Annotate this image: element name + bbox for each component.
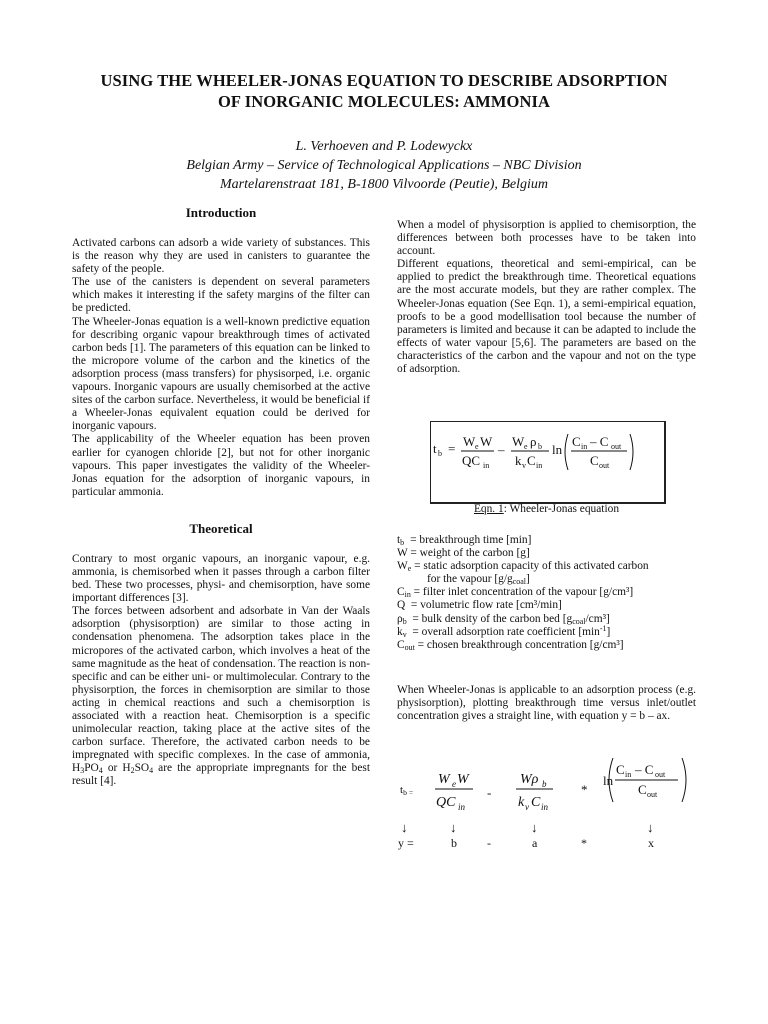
definition: = filter inlet concentration of the vapour [g/cm³]	[410, 586, 634, 599]
symbol: ρ	[397, 612, 403, 625]
svg-text:in: in	[581, 442, 588, 451]
svg-text:e: e	[475, 442, 479, 451]
bracket: ]	[606, 625, 611, 638]
svg-text:– C: – C	[635, 762, 654, 777]
svg-text:– C: – C	[590, 434, 609, 449]
svg-text:e: e	[524, 442, 528, 451]
svg-text:v: v	[525, 802, 529, 812]
svg-text:out: out	[599, 461, 610, 470]
eq2-minus: -	[487, 785, 492, 800]
definition: = chosen breakthrough concentration [g/cm³]	[414, 638, 624, 651]
svg-text:k: k	[515, 453, 522, 468]
svg-text:in: in	[483, 461, 490, 470]
svg-text:W: W	[463, 434, 476, 449]
definition: = breakthrough time [min]	[410, 534, 532, 546]
definition: = overall adsorption rate coefficient [min	[406, 625, 600, 638]
subscript: coal	[512, 577, 527, 587]
formula-part: PO	[84, 762, 99, 775]
symbol: t	[400, 784, 404, 796]
subscript: 3	[80, 766, 85, 776]
svg-text:b: b	[542, 779, 547, 789]
intro-paragraph-1: Activated carbons can adsorb a wide variety of substances. This is the reason why they are used in canisters to guarantee the safety of the people.	[72, 237, 370, 276]
theory-heading: Theoretical	[189, 520, 253, 536]
svg-text:Wρ: Wρ	[520, 772, 539, 787]
subscript: out	[404, 642, 415, 652]
svg-text:b: b	[438, 449, 442, 458]
symbol: W	[397, 560, 408, 573]
subscript: in	[404, 590, 411, 600]
definition: = weight of the carbon [g]	[407, 547, 530, 560]
symbol: C	[397, 638, 405, 651]
svg-text:out: out	[611, 442, 622, 451]
def-rho	[397, 613, 697, 626]
svg-text:C: C	[527, 453, 536, 468]
svg-text:W: W	[480, 434, 493, 449]
symbol: W	[397, 547, 408, 560]
svg-text:QC: QC	[436, 795, 456, 810]
right-paragraph-2: Different equations, theoretical and semi-empirical, can be applied to predict the breakthrough time. Theoretical equations are the most accurate models, but they are rather complex. The Wheeler-Jonas equation (See Eqn. 1), a semi-empirical equation, proofs to be a good modellisation tool because the number of parameters is limited and because it can be adapted to include the effects of water vapour [5,6]. The parameters are based on the characteristics of the carbon and the vapour and not on the type of adsorption.	[397, 258, 696, 376]
paper-title	[40, 70, 728, 112]
subscript: e	[407, 564, 412, 574]
title-line-1: USING THE WHEELER-JONAS EQUATION TO DESCRIBE ADSORPTION	[100, 71, 668, 90]
eq2-y: y =	[398, 836, 414, 850]
superscript: -1	[599, 623, 607, 633]
subscript: 2	[130, 766, 135, 776]
svg-text:out: out	[655, 770, 666, 779]
authors: L. Verhoeven and P. Lodewyckx	[295, 139, 473, 154]
formula-part: SO	[134, 762, 150, 775]
right-column	[397, 219, 696, 376]
eq2-a: a	[532, 836, 538, 850]
svg-text:C: C	[638, 782, 647, 797]
theory-paragraph-1: Contrary to most organic vapours, an inorganic vapour, e.g. ammonia, is chemisorbed when it passes through a carbon filter bed. These two processes, physi- and chemisorption, have some important differences [3].	[72, 552, 370, 605]
arrow-down-icon: ↓	[531, 820, 538, 835]
eq2-ln: ln	[603, 773, 614, 788]
right-paragraph-1: When a model of physisorption is applied to chemisorption, the differences between both processes have to be taken into account.	[397, 219, 696, 258]
arrow-down-icon: ↓	[401, 820, 408, 835]
definition: = bulk density of the carbon bed [g	[406, 612, 573, 625]
intro-paragraph-4: The applicability of the Wheeler equation has been proven earlier for cyanogen chloride [2], but not for other inorganic vapours. This paper investigates the validity of the Wheeler-Jonas equation for the adsorption of inorganic vapours, in particular ammonia.	[72, 433, 370, 498]
svg-text:in: in	[536, 461, 543, 470]
unit: /cm³]	[585, 612, 610, 625]
svg-text:–: –	[498, 442, 505, 457]
eq2-minus-2: -	[487, 836, 491, 850]
def-kv	[397, 623, 697, 639]
def-cout	[397, 639, 697, 652]
eq2-star-2: *	[581, 836, 587, 850]
linear-equation-fractions	[395, 752, 700, 842]
def-q	[397, 599, 697, 612]
definition: = static adsorption capacity of this activated carbon	[411, 560, 649, 573]
intro-paragraph-3: The Wheeler-Jonas equation is a well-known predictive equation for describing organic vapour breakthrough times of activated carbon beds [1]. The parameters of this equation can be linked to the micropore volume of the carbon and the kinetics of the adsorption process (mass transfers) for physisorped, i.e. organic vapours. Inorganic vapours are usually chemisorbed at the active sites of the carbon surface. Nevertheless, it would be beneficial if a Wheeler-Jonas equivalent equation could be derived for inorganic vapours.	[72, 315, 370, 433]
address: Martelarenstraat 181, B-1800 Vilvoorde (Peutie), Belgium	[219, 177, 549, 192]
theory-text: The forces between adsorbent and adsorbate in Van der Waals adsorption (physisorption) are similar to those acting in condensation phenomena. The adsorption takes place in the micropores of the activated carbon, which involves a heat of the same magnitude as the heat of condensation. The reaction is non-specific and can be either uni- or multimolecular. Contrary to the physisorption, the forces in chemisorption are similar to those acting in chemical reactions and such a chemisorption is associated with a reaction heat. Chemisorption is a specific unimolecular reaction, taking place at the active sites of the carbon surface. Therefore, the activated carbon needs to be impregnated with specific complexes. In the case of ammonia, H	[72, 605, 370, 775]
definition: = volumetric flow rate [cm³/min]	[405, 599, 562, 612]
intro-heading: Introduction	[185, 205, 257, 220]
arrow-down-icon: ↓	[647, 820, 654, 835]
subscript: coal	[572, 616, 586, 626]
symbol: Q	[397, 599, 406, 612]
svg-text:t: t	[433, 441, 437, 456]
subscript: b	[400, 538, 405, 547]
svg-text:b: b	[538, 442, 542, 451]
bracket: ]	[526, 573, 530, 586]
svg-text:ln: ln	[552, 442, 563, 457]
intro-paragraph-2: The use of the canisters is dependent on several parameters which makes it interesting if the safety margins of the filter can be predicted.	[72, 276, 370, 315]
symbol: C	[397, 586, 405, 599]
subscript: 4	[149, 766, 154, 776]
equation-1-box	[430, 421, 666, 504]
svg-text:C: C	[531, 795, 541, 810]
straight-line-paragraph: When Wheeler-Jonas is applicable to an adsorption process (e.g. physisorption), plotting breakthrough time versus inlet/outlet concentration gives a straight line, with equation y = b – ax.	[397, 684, 696, 723]
subscript: 4	[98, 766, 103, 776]
svg-text:in: in	[541, 802, 549, 812]
eq2-b: b	[451, 836, 457, 850]
formula-part: or H	[102, 762, 131, 775]
def-we	[397, 560, 697, 573]
arrow-down-icon: ↓	[450, 820, 457, 835]
symbol: t	[397, 534, 401, 546]
subscript: b	[402, 616, 407, 626]
symbol: k	[397, 625, 403, 638]
svg-text:ρ: ρ	[530, 434, 537, 449]
svg-text:=: =	[448, 441, 456, 456]
svg-text:e: e	[452, 779, 456, 789]
svg-text:W: W	[512, 434, 525, 449]
svg-text:k: k	[518, 795, 525, 810]
svg-text:out: out	[647, 790, 658, 799]
equation-caption-text: : Wheeler-Jonas equation	[503, 503, 620, 515]
definition: for the vapour [g/g	[427, 573, 513, 586]
def-tb	[397, 534, 697, 547]
def-we-cont	[397, 573, 697, 586]
svg-text:W: W	[438, 772, 450, 787]
def-cin	[397, 586, 697, 599]
svg-text:C: C	[590, 453, 599, 468]
theory-text-tail: are the appropriate impregnants for the best result [4].	[72, 762, 370, 788]
symbol-definitions	[397, 534, 697, 652]
svg-text:C: C	[572, 434, 581, 449]
svg-text:v: v	[522, 461, 526, 470]
equation-1-caption	[430, 503, 663, 515]
left-column	[72, 205, 370, 789]
svg-text:C: C	[616, 762, 625, 777]
eq2-multiply: *	[581, 782, 588, 797]
title-line-2: OF INORGANIC MOLECULES: AMMONIA	[217, 92, 551, 111]
def-w	[397, 547, 697, 560]
svg-text:in: in	[458, 802, 466, 812]
affiliation: Belgian Army – Service of Technological Applications – NBC Division	[186, 158, 582, 173]
eq2-x: x	[648, 836, 654, 850]
svg-text:W: W	[457, 772, 469, 787]
author-block	[40, 137, 728, 194]
linear-equation	[395, 752, 700, 882]
svg-text:QC: QC	[462, 453, 481, 468]
svg-text:in: in	[625, 770, 632, 779]
wheeler-jonas-equation	[431, 422, 664, 502]
subscript: b =	[403, 788, 414, 797]
subscript: v	[402, 629, 407, 639]
theory-paragraph-2	[72, 605, 370, 788]
equation-label: Eqn. 1	[473, 503, 504, 515]
